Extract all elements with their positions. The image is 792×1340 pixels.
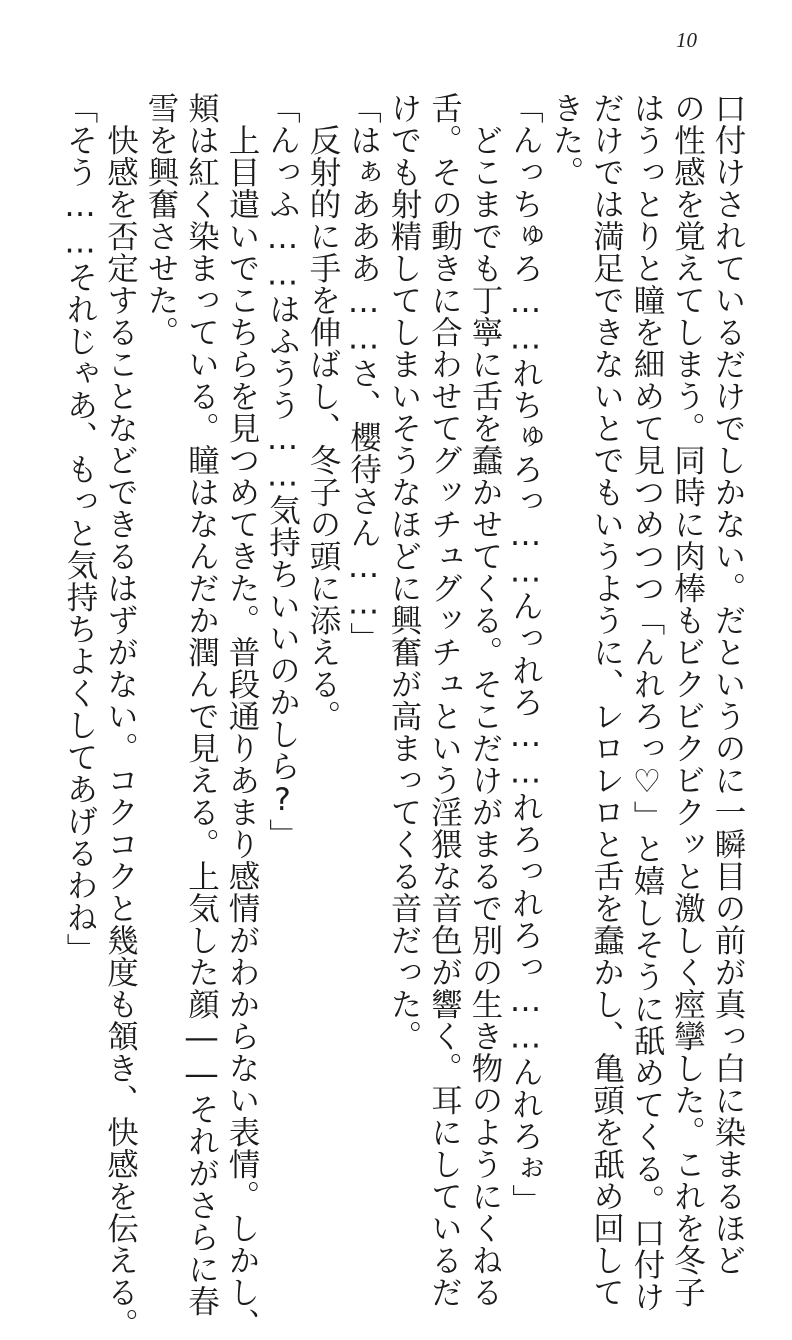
text-line: きた。	[548, 92, 584, 188]
page-number: 10	[676, 28, 697, 52]
body-text	[60, 92, 749, 1340]
text-line: 頬は紅く染まっている。瞳はなんだか潤んで見える。上気した顔――それがさらに春	[183, 92, 220, 1317]
text-line: どこまでも丁寧に舌を蠢かせてくる。そこだけがまるで別の生き物のようにくねる	[467, 123, 503, 1308]
text-line: 快感を否定することなどできるはずがない。コクコクと幾度も頷き、快感を伝える。	[102, 123, 139, 1340]
text-line: 「んっふ……はふうう……気持ちいいのかしら?」	[264, 92, 301, 851]
text-line: 上目遣いでこちらを見つめてきた。普段通りあまり感情がわからない表情。しかし、	[224, 123, 260, 1340]
text-line: 「そう……それじゃあ、もっと気持ちよくしてあげるわね」	[62, 92, 98, 965]
text-line: だけでは満足できないとでもいうように、レロレロと舌を蠢かし、亀頭を舐め回して	[588, 92, 625, 1308]
text-line: 「んっちゅろ……れちゅろっ……んっれろ……れろっれろっ……んれろぉ」	[507, 92, 544, 1216]
text-line: 雪を興奮させた。	[143, 92, 179, 348]
text-line: 「はぁあああ……さ、櫻待さん……」	[345, 92, 382, 654]
text-line: けでも射精してしまいそうなほどに興奮が高まってくる音だった。	[386, 92, 422, 1052]
text-line: 舌。その動きに合わせてグッチュグッチュという淫猥な音色が響く。耳にしているだ	[426, 92, 463, 1308]
text-line: 口付けされているだけでしかない。だというのに一瞬目の前が真っ白に染まるほど	[710, 92, 746, 1276]
text-line: はうっとりと瞳を細めて見つめつつ「んれろっ♡」と嬉しそうに舐めてくる。口付け	[629, 92, 665, 1313]
text-line: 反射的に手を伸ばし、冬子の頭に添える。	[305, 123, 341, 732]
text-line: の性感を覚えてしまう。同時に肉棒もビクビクビクッと激しく痙攣した。これを冬子	[669, 92, 706, 1308]
